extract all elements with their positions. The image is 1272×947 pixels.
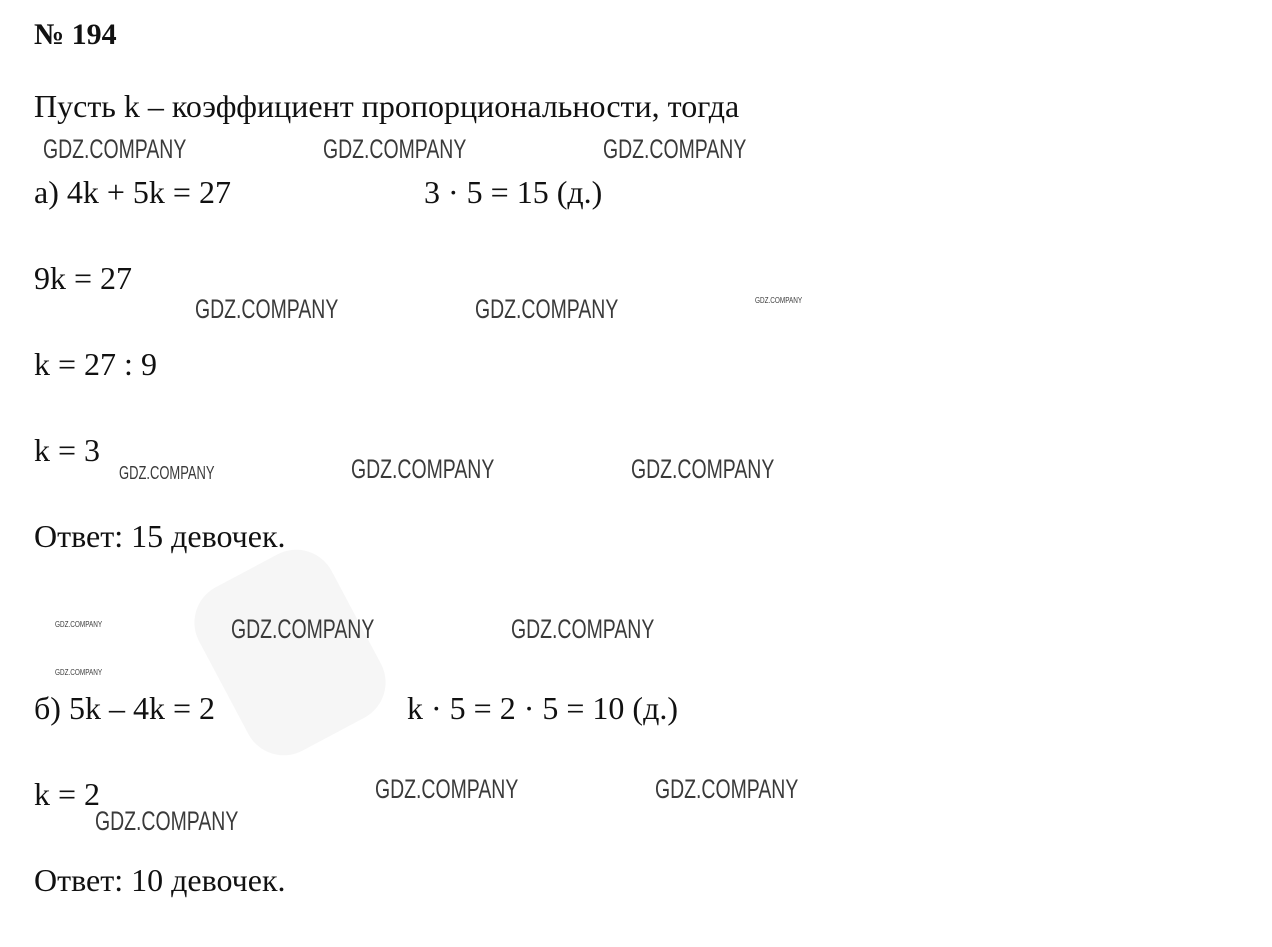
watermark: GDZ.COMPANY [603, 134, 747, 164]
part-b-answer: Ответ: 10 девочек. [34, 862, 286, 898]
part-a-equation-1: а) 4k + 5k = 27 [34, 174, 231, 210]
part-b-equation-1: б) 5k – 4k = 2 [34, 690, 215, 726]
watermark: GDZ.COMPANY [351, 454, 495, 484]
problem-number: № 194 [34, 18, 117, 51]
intro-text: Пусть k – коэффициент пропорциональности, тогда [34, 88, 740, 124]
watermark: GDZ.COMPANY [55, 668, 103, 677]
part-a-equation-3: k = 27 : 9 [34, 346, 157, 382]
part-a-answer: Ответ: 15 девочек. [34, 518, 286, 554]
watermark: GDZ.COMPANY [195, 294, 339, 324]
watermark: GDZ.COMPANY [755, 296, 803, 305]
part-a-equation-2: 9k = 27 [34, 260, 133, 296]
watermark: GDZ.COMPANY [655, 774, 799, 804]
watermark: GDZ.COMPANY [55, 620, 103, 629]
watermark: GDZ.COMPANY [119, 463, 215, 483]
watermark: GDZ.COMPANY [231, 614, 375, 644]
watermark: GDZ.COMPANY [475, 294, 619, 324]
watermark: GDZ.COMPANY [631, 454, 775, 484]
part-b-calculation: k · 5 = 2 · 5 = 10 (д.) [407, 690, 678, 726]
part-b-equation-2: k = 2 [34, 776, 101, 812]
watermark: GDZ.COMPANY [43, 134, 187, 164]
faint-watermark-shape [180, 536, 399, 770]
watermark: GDZ.COMPANY [375, 774, 519, 804]
watermark: GDZ.COMPANY [511, 614, 655, 644]
part-a-calculation: 3 · 5 = 15 (д.) [424, 174, 603, 210]
watermark: GDZ.COMPANY [323, 134, 467, 164]
watermark: GDZ.COMPANY [95, 806, 239, 836]
part-a-equation-4: k = 3 [34, 432, 101, 468]
